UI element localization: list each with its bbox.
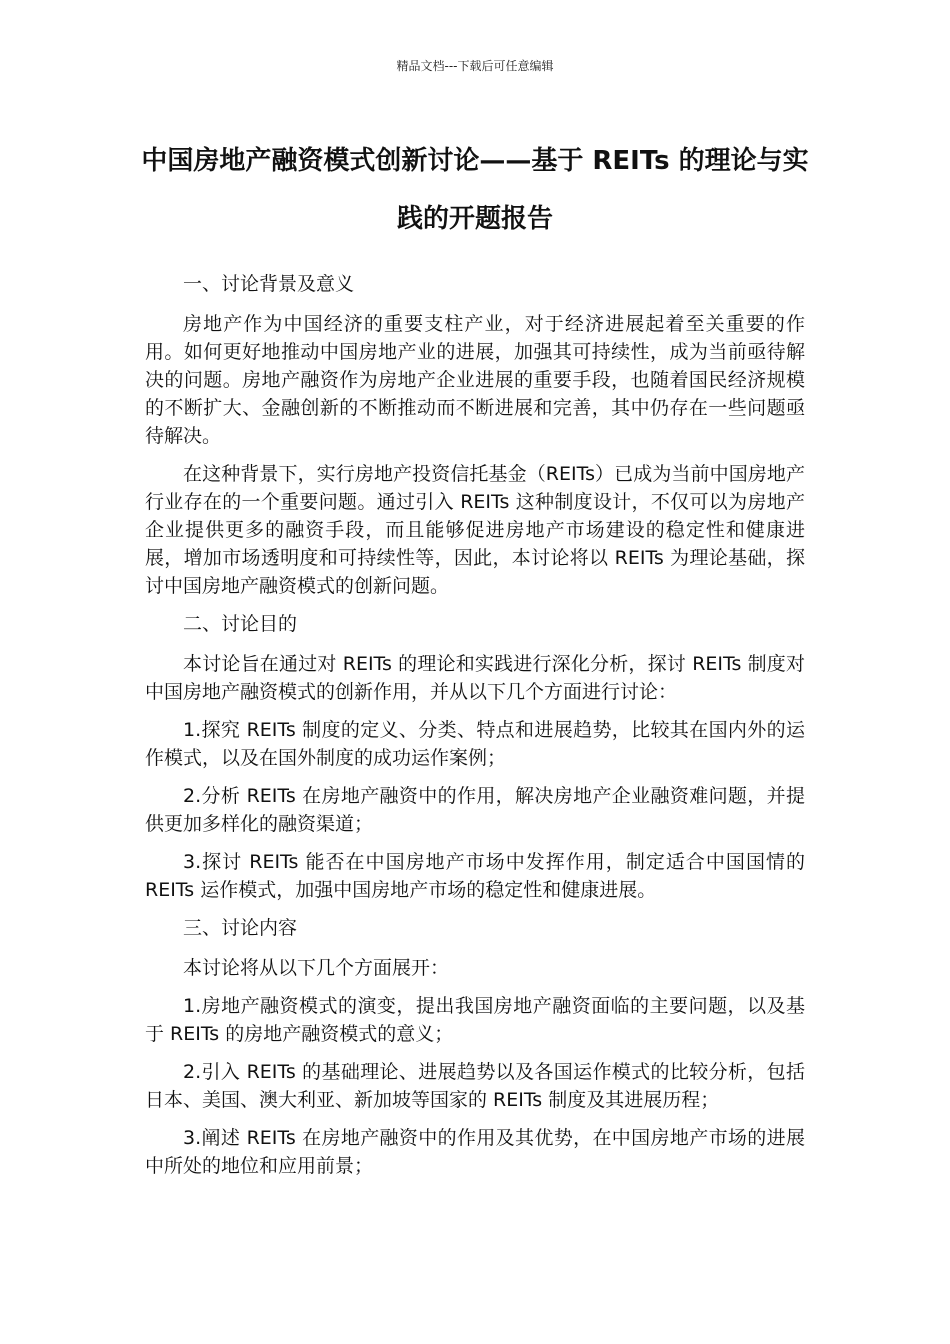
- header-note: 精品文档---下载后可任意编辑: [396, 59, 554, 73]
- list-item-content-1: 1.房地产融资模式的演变，提出我国房地产融资面临的主要问题，以及基于 REITs 的房地产融资模式的意义；: [145, 995, 805, 1045]
- paragraph-purpose-intro: 本讨论旨在通过对 REITs 的理论和实践进行深化分析，探讨 REITs 制度对中国房地产融资模式的创新作用，并从以下几个方面进行讨论：: [145, 653, 805, 703]
- section-heading-content: 三、讨论内容: [183, 917, 298, 939]
- section-heading-background: 一、讨论背景及意义: [183, 273, 355, 295]
- list-item-purpose-1: 1.探究 REITs 制度的定义、分类、特点和进展趋势，比较其在国内外的运作模式，以及在国外制度的成功运作案例；: [145, 719, 805, 769]
- section-heading-purpose: 二、讨论目的: [183, 613, 298, 635]
- document-body: [145, 270, 805, 1190]
- list-item-purpose-3: 3.探讨 REITs 能否在中国房地产市场中发挥作用，制定适合中国国情的 REITs 运作模式，加强中国房地产市场的稳定性和健康进展。: [145, 851, 805, 901]
- list-item-purpose-2: 2.分析 REITs 在房地产融资中的作用，解决房地产企业融资难问题，并提供更加多样化的融资渠道；: [145, 785, 805, 835]
- list-item-content-3: 3.阐述 REITs 在房地产融资中的作用及其优势，在中国房地产市场的进展中所处的地位和应用前景；: [145, 1127, 805, 1177]
- document-title: 中国房地产融资模式创新讨论——基于 REITs 的理论与实践的开题报告: [141, 146, 809, 234]
- paragraph-background-2: 在这种背景下，实行房地产投资信托基金（REITs）已成为当前中国房地产行业存在的一个重要问题。通过引入 REITs 这种制度设计，不仅可以为房地产企业提供更多的融资手段，而且能够促进房地产市场建设的稳定性和健康进展，增加市场透明度和可持续性等，因此，本讨论将以 REITs 为理论基础，探讨中国房地产融资模式的创新问题。: [145, 463, 805, 597]
- paragraph-content-intro: 本讨论将从以下几个方面展开：: [183, 957, 450, 979]
- list-item-content-2: 2.引入 REITs 的基础理论、进展趋势以及各国运作模式的比较分析，包括日本、美国、澳大利亚、新加坡等国家的 REITs 制度及其进展历程；: [145, 1061, 805, 1111]
- paragraph-background-1: 房地产作为中国经济的重要支柱产业，对于经济进展起着至关重要的作用。如何更好地推动中国房地产业的进展，加强其可持续性，成为当前亟待解决的问题。房地产融资作为房地产企业进展的重要手段，也随着国民经济规模的不断扩大、金融创新的不断推动而不断进展和完善，其中仍存在一些问题亟待解决。: [145, 313, 805, 447]
